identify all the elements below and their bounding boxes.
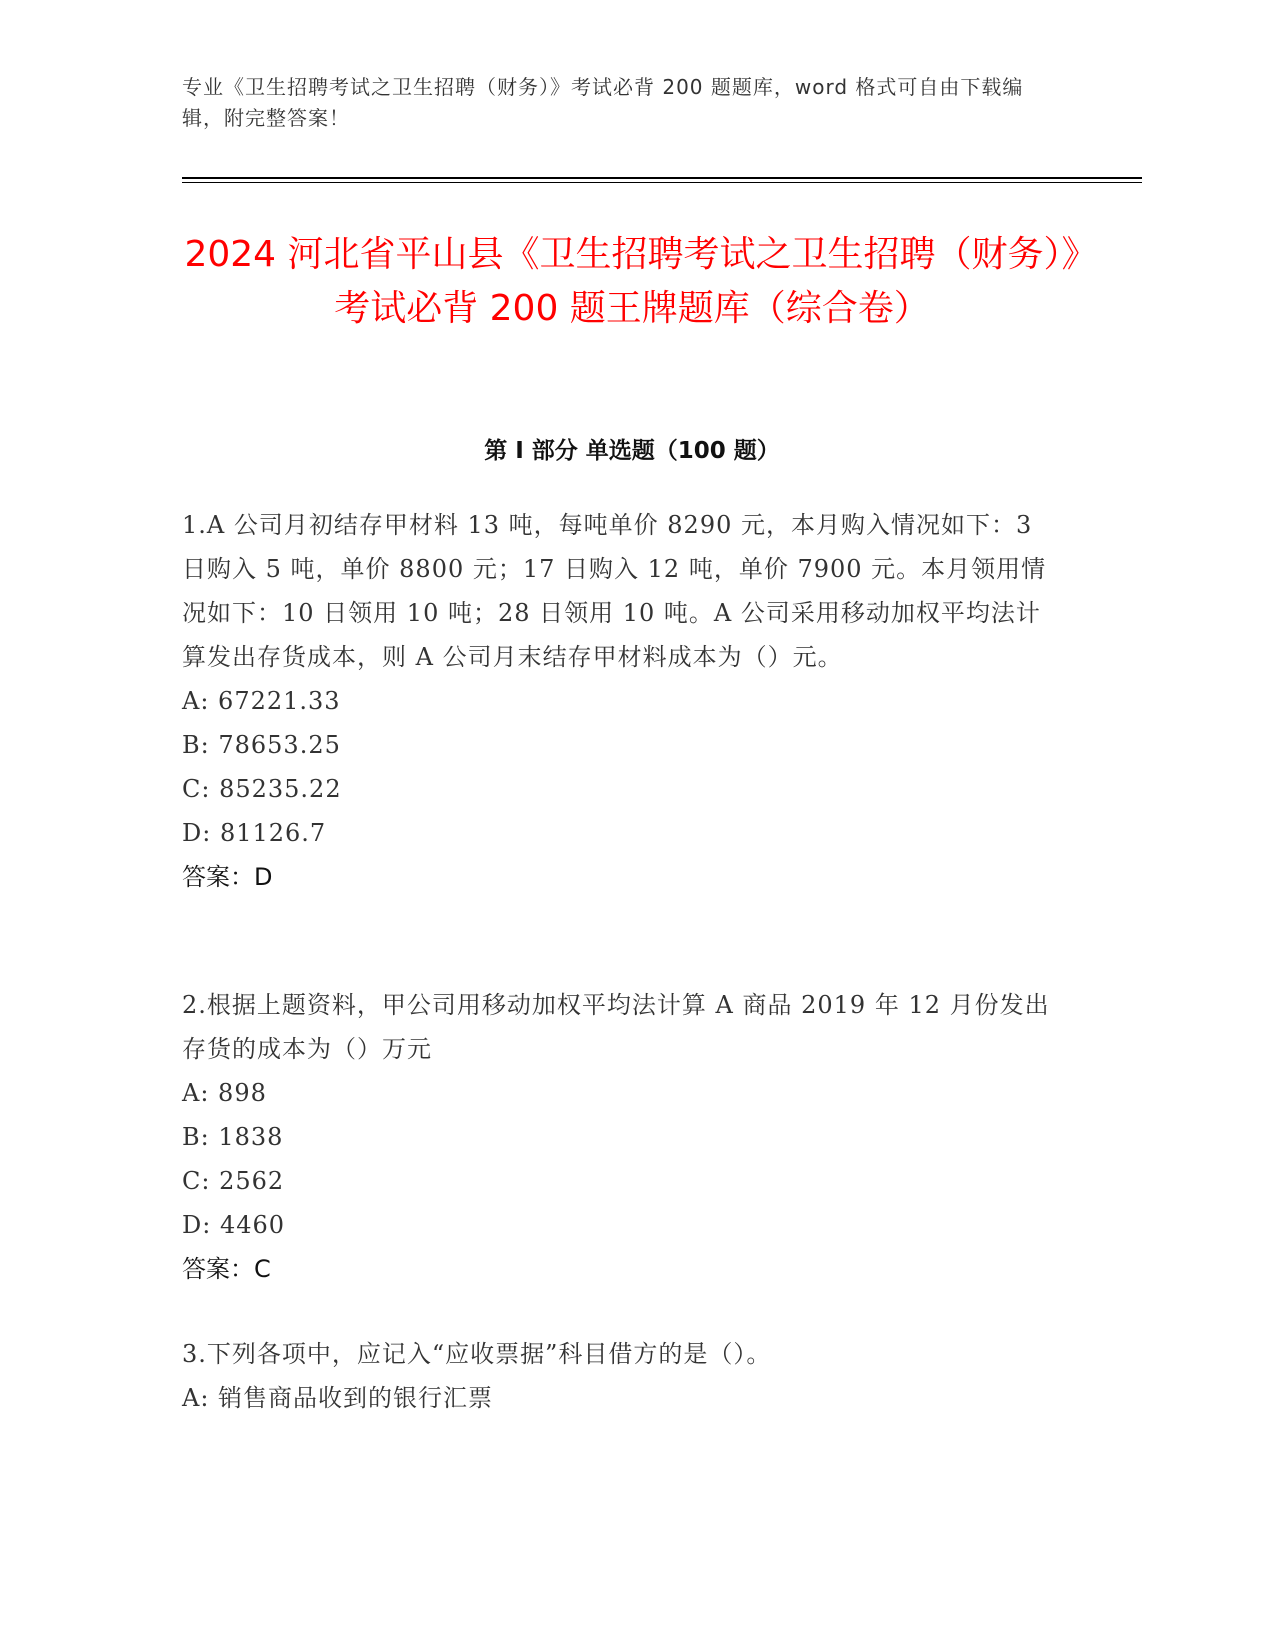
question-3 xyxy=(182,1332,1052,1420)
header-divider-thin xyxy=(182,182,1142,183)
option-a: A: 898 xyxy=(182,1079,267,1107)
question-stem: 1.A 公司月初结存甲材料 13 吨，每吨单价 8290 元，本月购入情况如下：3 日购入 5 吨，单价 8800 元；17 日购入 12 吨，单价 7900 元。本月领用情况如下：10 日领用 10 吨；28 日领用 10 吨。A 公司采用移动加权平均法计算发出存货成本，则 A 公司月末结存甲材料成本为（）元。 xyxy=(182,511,1047,671)
header-note: 专业《卫生招聘考试之卫生招聘（财务）》考试必背 200 题题库，word 格式可自由下载编辑，附完整答案！ xyxy=(182,75,1024,130)
option-d: D: 81126.7 xyxy=(182,819,327,847)
option-a: A: 销售商品收到的银行汇票 xyxy=(182,1384,494,1412)
option-c: C: 85235.22 xyxy=(182,775,342,803)
question-1 xyxy=(182,503,1052,899)
header-divider-thick xyxy=(182,177,1142,179)
option-c: C: 2562 xyxy=(182,1167,285,1195)
option-d: D: 4460 xyxy=(182,1211,286,1239)
answer: 答案：C xyxy=(182,1255,271,1283)
section-title: 第 I 部分 单选题（100 题） xyxy=(484,438,780,464)
document-title: 2024 河北省平山县《卫生招聘考试之卫生招聘（财务）》考试必背 200 题王牌题库（综合卷） xyxy=(184,234,1080,329)
question-stem: 3.下列各项中，应记入“应收票据”科目借方的是（）。 xyxy=(182,1340,772,1368)
option-b: B: 78653.25 xyxy=(182,731,341,759)
question-2 xyxy=(182,983,1052,1291)
answer: 答案：D xyxy=(182,863,273,891)
question-stem: 2.根据上题资料，甲公司用移动加权平均法计算 A 商品 2019 年 12 月份发出存货的成本为（）万元 xyxy=(182,991,1050,1063)
option-b: B: 1838 xyxy=(182,1123,284,1151)
option-a: A: 67221.33 xyxy=(182,687,341,715)
